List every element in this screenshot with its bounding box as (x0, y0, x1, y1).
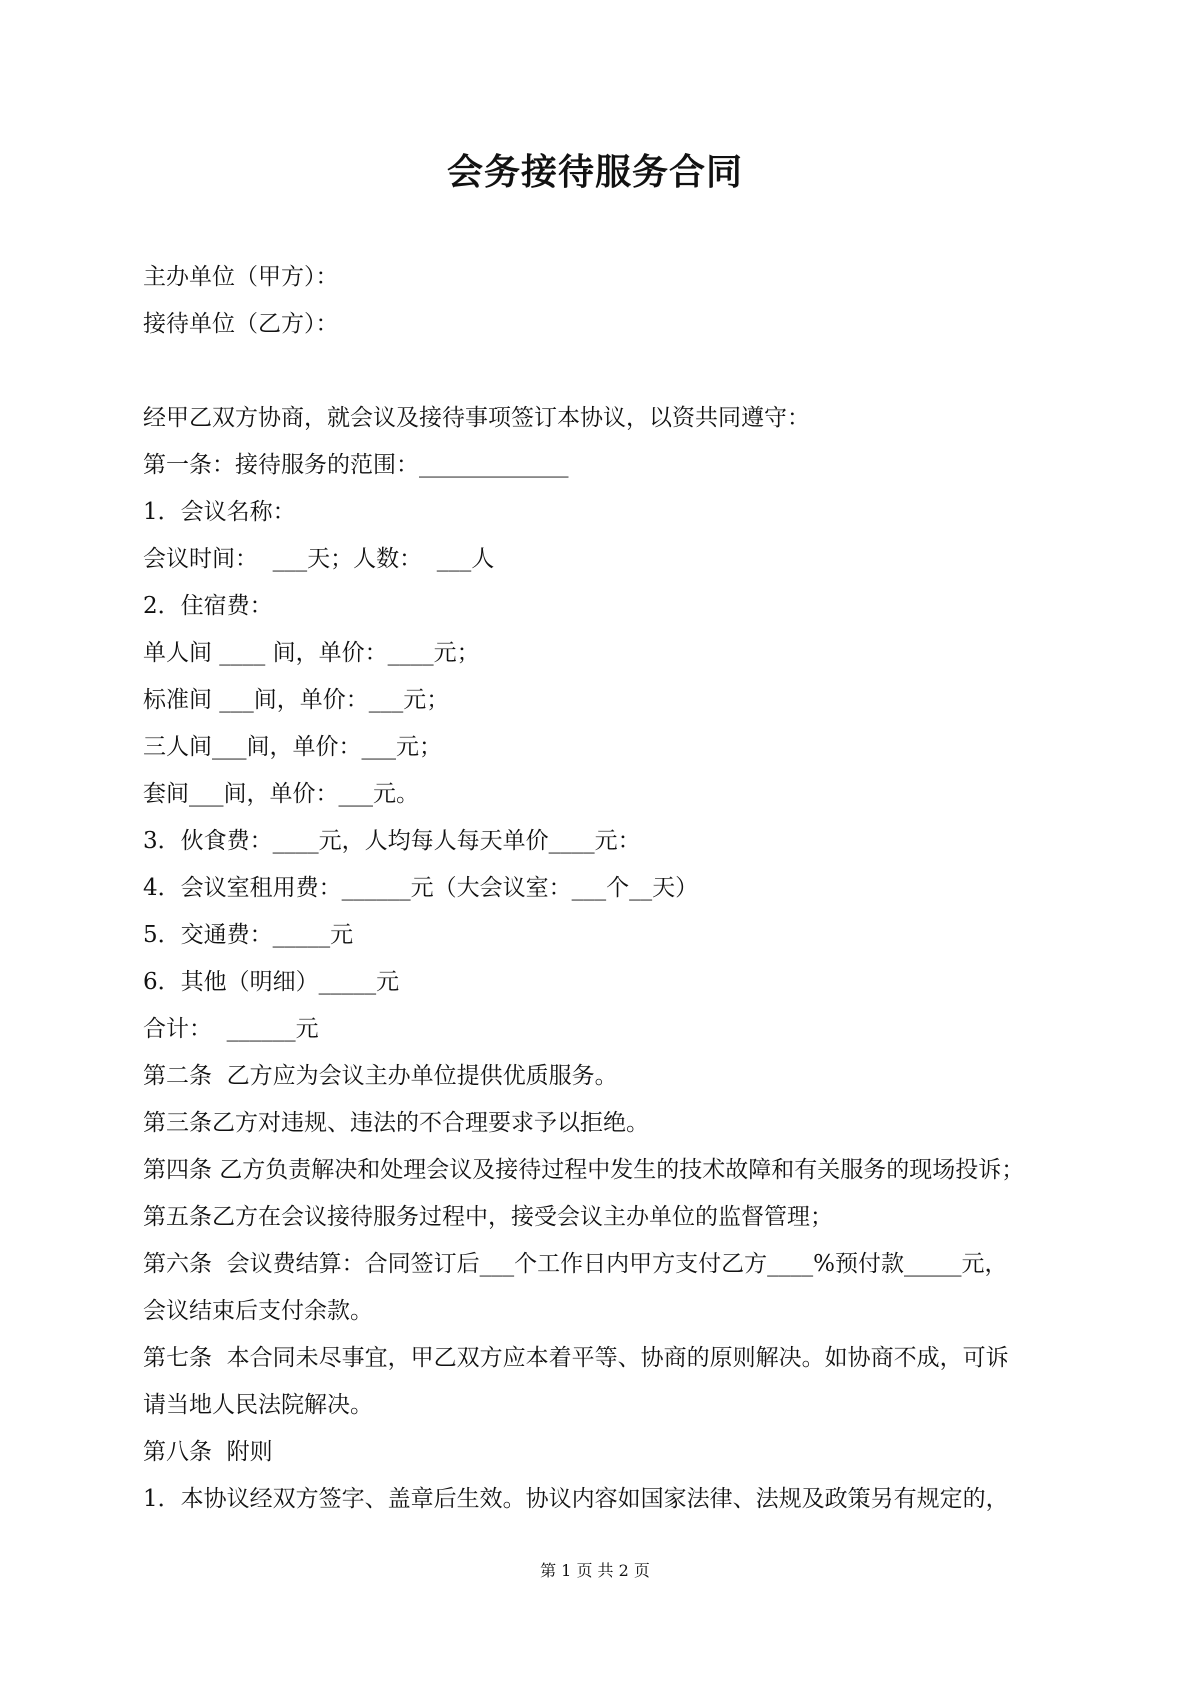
clause-4: 第四条 乙方负责解决和处理会议及接待过程中发生的技术故障和有关服务的现场投诉； (143, 1157, 1025, 1183)
clause-8: 第八条 附则 (143, 1439, 273, 1465)
party-a-line: 主办单位（甲方）： (143, 264, 339, 290)
clause-8-item-1: 1．本协议经双方签字、盖章后生效。协议内容如国家法律、法规及政策另有规定的， (143, 1486, 1009, 1512)
contract-body (143, 254, 1083, 1523)
suite-line: 套间___间，单价：___元。 (143, 781, 419, 807)
total-line: 合计： ______元 (143, 1016, 319, 1042)
other-fee-line: 6．其他（明细）_____元 (143, 969, 400, 995)
meeting-room-fee-line: 4．会议室租用费：______元（大会议室：___个__天） (143, 875, 699, 901)
meeting-time-line: 会议时间： ___天；人数： ___人 (143, 546, 495, 572)
clause-3: 第三条乙方对违规、违法的不合理要求予以拒绝。 (143, 1110, 649, 1136)
page-number-footer: 第 1 页 共 2 页 (540, 1561, 650, 1580)
clause-2: 第二条 乙方应为会议主办单位提供优质服务。 (143, 1063, 618, 1089)
clause-7: 第七条 本合同未尽事宜，甲乙双方应本着平等、协商的原则解决。如协商不成，可诉 (143, 1345, 1009, 1371)
clause-7-continued: 请当地人民法院解决。 (143, 1392, 373, 1418)
clause-5: 第五条乙方在会议接待服务过程中，接受会议主办单位的监督管理； (143, 1204, 833, 1230)
meal-fee-line: 3．伙食费：____元，人均每人每天单价____元： (143, 828, 641, 854)
standard-room-line: 标准间 ___间，单价：___元； (143, 687, 450, 713)
transport-fee-line: 5．交通费：_____元 (143, 922, 354, 948)
party-b-line: 接待单位（乙方）： (143, 311, 339, 337)
triple-room-line: 三人间___间，单价：___元； (143, 734, 442, 760)
document-title: 会务接待服务合同 (446, 151, 743, 193)
clause-1-scope: 第一条：接待服务的范围：_____________ (143, 452, 569, 478)
clause-6-continued: 会议结束后支付余款。 (143, 1298, 373, 1324)
lodging-fee-line: 2．住宿费： (143, 593, 273, 619)
clause-6: 第六条 会议费结算：合同签订后___个工作日内甲方支付乙方____%预付款_____元， (143, 1251, 1008, 1277)
blank-line (143, 348, 1083, 395)
meeting-name-line: 1．会议名称： (143, 499, 296, 525)
intro-line: 经甲乙双方协商，就会议及接待事项签订本协议，以资共同遵守： (143, 405, 810, 431)
single-room-line: 单人间 ____ 间，单价：____元； (143, 640, 480, 666)
